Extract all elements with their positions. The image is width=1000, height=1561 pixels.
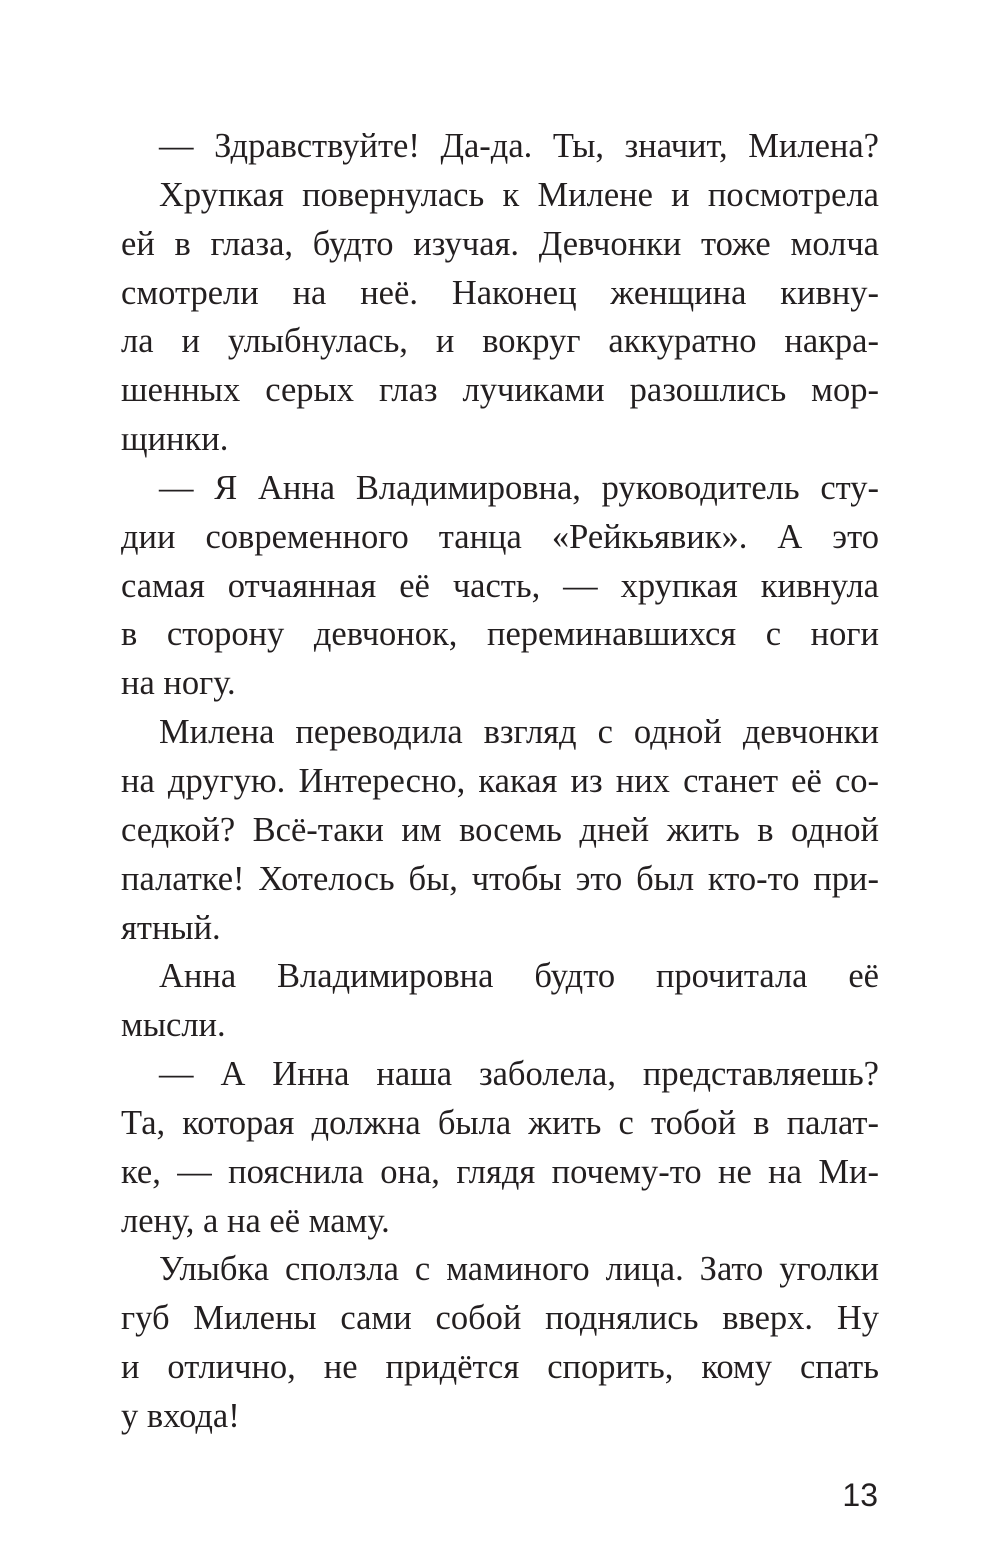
text-line: на другую. Интересно, какая из них станет её со- [121,761,879,800]
text-line: лену, а на её маму. [121,1201,390,1240]
text-line: в сторону девчонок, переминавшихся с ноги [121,615,879,654]
text-line: смотрели на неё. Наконец женщина кивну- [121,273,879,312]
text-line: Та, которая должна была жить с тобой в палат- [121,1103,879,1142]
text-line: — Я Анна Владимировна, руководитель сту- [159,468,879,507]
text-line: губ Милены сами собой поднялись вверх. Ну [121,1299,879,1338]
body-text [121,122,879,1441]
text-line: самая отчаянная её часть, — хрупкая кивнула [121,566,879,605]
text-line: мысли. [121,1006,226,1045]
text-line: на ногу. [121,664,236,703]
text-line: Улыбка сползла с маминого лица. Зато уголки [159,1250,879,1289]
text-line: — Здравствуйте! Да-да. Ты, значит, Милена? [159,127,879,165]
text-line: у входа! [121,1396,240,1435]
text-line: палатке! Хотелось бы, чтобы это был кто-то при- [121,859,879,898]
text-line: ла и улыбнулась, и вокруг аккуратно накра- [121,322,879,361]
text-line: — А Инна наша заболела, представляешь? [159,1055,879,1094]
text-line: ей в глаза, будто изучая. Девчонки тоже молча [121,224,879,263]
text-line: ятный. [121,908,221,947]
text-line: шенных серых глаз лучиками разошлись мор- [121,371,879,410]
text-line: седкой? Всё-таки им восемь дней жить в одной [121,810,879,849]
text-line: Хрупкая повернулась к Милене и посмотрела [159,175,879,214]
text-line: дии современного танца «Рейкьявик». А это [121,517,879,556]
text-line: Милена переводила взгляд с одной девчонки [159,713,879,752]
text-line: ке, — пояснила она, глядя почему-то не на Ми- [121,1152,879,1191]
text-line: Анна Владимировна будто прочитала её [159,957,879,996]
text-line: щинки. [121,420,229,459]
page-number: 13 [842,1477,878,1513]
text-line: и отлично, не придётся спорить, кому спать [121,1348,879,1387]
